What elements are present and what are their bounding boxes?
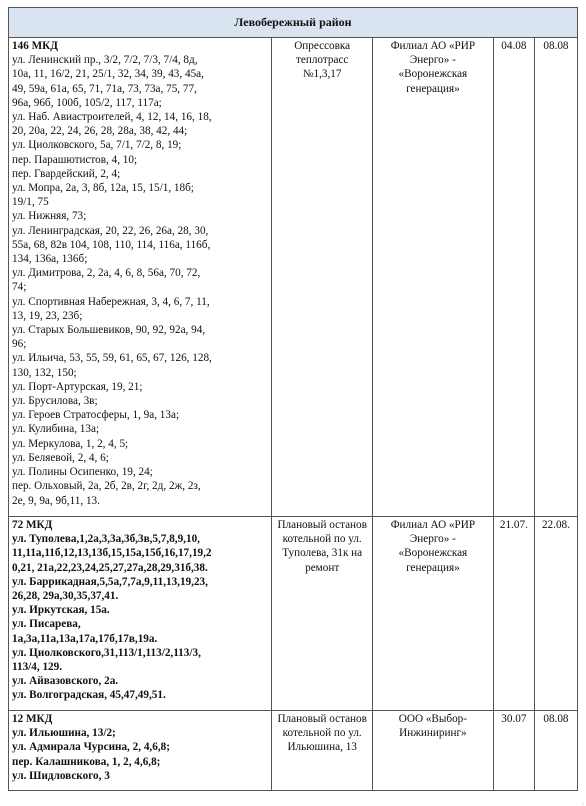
address-line: ул. Циолковского, 5а, 7/1, 7/2, 8, 19; xyxy=(12,139,182,152)
address-line: ул. Волгоградская, 45,47,49,51. xyxy=(12,689,166,702)
address-line: ул. Беляевой, 2, 4, 6; xyxy=(12,451,109,464)
address-line: 11,11а,11б,12,13,13б,15,15а,15б,16,17,19,2 xyxy=(12,547,212,560)
building-count: 72 МКД xyxy=(12,519,53,531)
address-line: 96; xyxy=(12,338,27,351)
reason-cell: Плановый останов котельной по ул. Ильюшина, 13 xyxy=(272,711,372,791)
address-line: пер. Ольховый, 2а, 2б, 2в, 2г, 2д, 2ж, 2з, xyxy=(12,480,201,493)
address-line: ул. Айвазовского, 2а. xyxy=(12,675,119,688)
address-line: ул. Ильюшина, 13/2; xyxy=(12,727,116,740)
region-header-row xyxy=(9,8,578,38)
organization-cell: Филиал АО «РИР Энерго» - «Воронежская генерация» xyxy=(372,517,493,711)
address-line: 13, 19, 23, 23б; xyxy=(12,309,83,322)
address-line: 134, 136а, 136б; xyxy=(12,253,88,266)
address-line: ул. Героев Стратосферы, 1, 9а, 13а; xyxy=(12,409,180,422)
address-line: 113/4, 129. xyxy=(12,661,63,674)
table-row xyxy=(9,38,578,517)
address-line: 19/1, 75 xyxy=(12,196,49,209)
address-cell xyxy=(9,711,272,791)
address-line: ул. Шидловского, 3 xyxy=(12,769,110,782)
address-line: ул. Туполева,1,2а,3,3а,3б,3в,5,7,8,9,10, xyxy=(12,533,200,546)
address-line: 26,28, 29а,30,35,37,41. xyxy=(12,590,119,603)
address-line: пер. Парашютистов, 4, 10; xyxy=(12,153,138,166)
address-line: ул. Ленинградская, 20, 22, 26, 26а, 28, 30, xyxy=(12,224,209,237)
address-line: 10а, 11, 16/2, 21, 25/1, 32, 34, 39, 43, 45а, xyxy=(12,68,204,81)
address-line: ул. Циолковского,31,113/1,113/2,113/3, xyxy=(12,646,201,659)
building-count: 146 МКД xyxy=(12,40,58,52)
address-line: ул. Полины Осипенко, 19, 24; xyxy=(12,466,153,479)
address-line: ул. Димитрова, 2, 2а, 4, 6, 8, 56а, 70, 72, xyxy=(12,267,201,280)
address-line: 2е, 9, 9а, 9б,11, 13. xyxy=(12,494,100,507)
address-line: ул. Ленинский пр., 3/2, 7/2, 7/3, 7/4, 8д, xyxy=(12,54,198,67)
address-line: ул. Порт-Артурская, 19, 21; xyxy=(12,380,143,393)
address-line: 55а, 68, 82в 104, 108, 110, 114, 116а, 116б, xyxy=(12,238,211,251)
address-list xyxy=(12,532,268,702)
address-line: ул. Писарева, xyxy=(12,618,81,631)
address-cell xyxy=(9,517,272,711)
region-title: Левобережный район xyxy=(9,8,578,38)
organization-cell: ООО «Выбор-Инжиниринг» xyxy=(372,711,493,791)
address-line: ул. Баррикадная,5,5а,7,7а,9,11,13,19,23, xyxy=(12,575,208,588)
start-date-cell: 21.07. xyxy=(493,517,534,711)
start-date-cell: 30.07 xyxy=(493,711,534,791)
table-row xyxy=(9,711,578,791)
address-line: ул. Брусилова, 3в; xyxy=(12,395,98,408)
organization-cell: Филиал АО «РИР Энерго» - «Воронежская генерация» xyxy=(372,38,493,517)
end-date-cell: 08.08 xyxy=(534,38,577,517)
address-line: 1а,3а,11а,13а,17а,17б,17в,19а. xyxy=(12,632,158,645)
address-cell xyxy=(9,38,272,517)
address-line: пер. Калашникова, 1, 2, 4,6,8; xyxy=(12,755,161,768)
address-line: ул. Старых Большевиков, 90, 92, 92а, 94, xyxy=(12,324,206,337)
address-line: 20, 20а, 22, 24, 26, 28, 28а, 38, 42, 44; xyxy=(12,125,188,138)
address-list xyxy=(12,53,268,508)
address-line: ул. Нижняя, 73; xyxy=(12,210,87,223)
end-date-cell: 08.08 xyxy=(534,711,577,791)
address-line: ул. Мопра, 2а, 3, 8б, 12а, 15, 15/1, 18б; xyxy=(12,182,194,195)
reason-cell: Плановый останов котельной по ул. Туполева, 31к на ремонт xyxy=(272,517,372,711)
outage-schedule-table xyxy=(8,7,578,791)
address-line: ул. Ильича, 53, 55, 59, 61, 65, 67, 126, 128, xyxy=(12,352,212,365)
address-line: пер. Гвардейский, 2, 4; xyxy=(12,167,121,180)
address-line: 49, 59а, 61а, 65, 71, 71а, 73, 73а, 75, 77, xyxy=(12,82,197,95)
page-corner-mark: . xyxy=(582,799,584,806)
address-line: 0,21, 21а,22,23,24,25,27,27а,28,29,31б,38. xyxy=(12,561,208,574)
address-line: 96а, 96б, 100б, 105/2, 117, 117а; xyxy=(12,96,162,109)
address-line: ул. Иркутская, 15а. xyxy=(12,604,110,617)
address-line: ул. Наб. Авиастроителей, 4, 12, 14, 16, 18, xyxy=(12,111,212,124)
address-line: ул. Спортивная Набережная, 3, 4, 6, 7, 11, xyxy=(12,295,210,308)
building-count: 12 МКД xyxy=(12,713,53,725)
address-list xyxy=(12,726,268,783)
table-row xyxy=(9,517,578,711)
end-date-cell: 22.08. xyxy=(534,517,577,711)
address-line: 74; xyxy=(12,281,27,294)
address-line: ул. Адмирала Чурсина, 2, 4,6,8; xyxy=(12,741,170,754)
start-date-cell: 04.08 xyxy=(493,38,534,517)
address-line: 130, 132, 150; xyxy=(12,366,77,379)
reason-cell: Опрессовка теплотрасс №1,3,17 xyxy=(272,38,372,517)
address-line: ул. Кулибина, 13а; xyxy=(12,423,100,436)
address-line: ул. Меркулова, 1, 2, 4, 5; xyxy=(12,437,129,450)
